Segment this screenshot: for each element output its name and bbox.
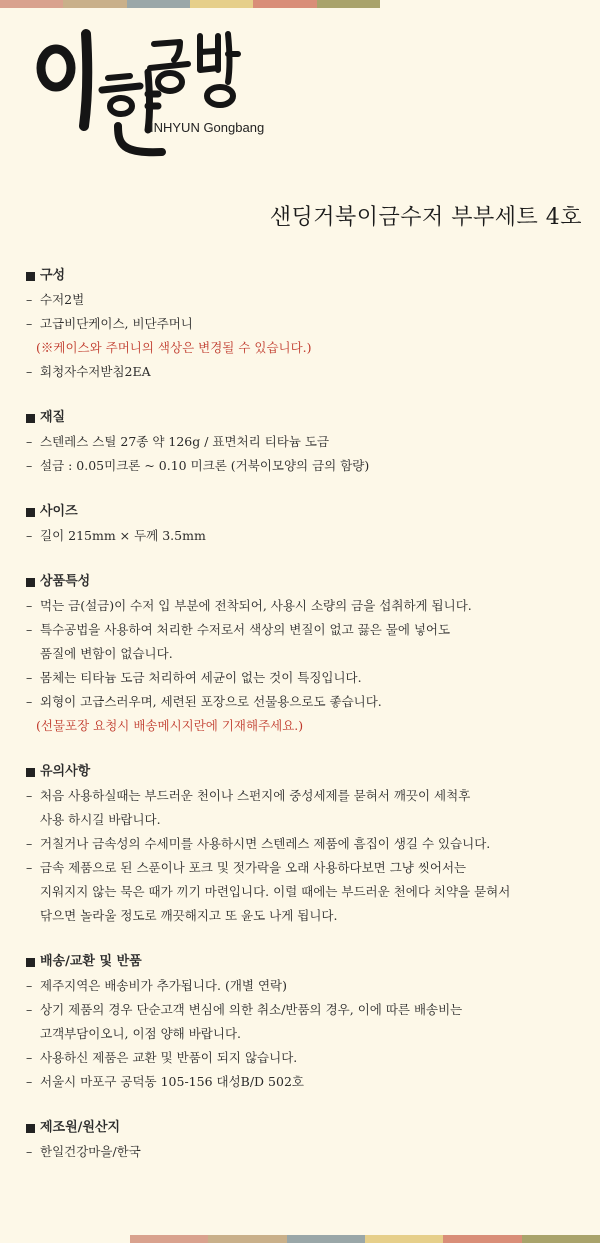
section-heading: [26, 1116, 586, 1140]
info-line: [26, 594, 586, 618]
stripe-segment: [127, 0, 190, 8]
info-line-text: 특수공법을 사용하여 처리한 수저로서 색상의 변질이 없고 끓은 물에 넣어도: [40, 622, 451, 637]
section-heading-text: 배송/교환 및 반품: [40, 954, 142, 969]
stripe-segment: [317, 0, 380, 8]
dash-bullet: –: [26, 316, 33, 331]
info-line-text: 길이 215mm × 두께 3.5mm: [40, 528, 206, 543]
square-bullet-icon: [26, 578, 35, 587]
dash-bullet: –: [26, 458, 33, 473]
info-line-text: 제주지역은 배송비가 추가됩니다. (개별 연락): [40, 978, 287, 993]
square-bullet-icon: [26, 508, 35, 517]
section-heading-text: 구성: [40, 268, 66, 283]
info-line-text: 서울시 마포구 공덕동 105-156 대성B/D 502호: [40, 1074, 304, 1089]
info-line-text: 고객부담이오니, 이점 양해 바랍니다.: [40, 1026, 241, 1041]
info-line: [26, 856, 586, 880]
note-line: [26, 336, 586, 360]
top-color-stripe: [0, 0, 380, 8]
info-section: [26, 950, 586, 1094]
dash-bullet: –: [26, 1050, 33, 1065]
info-line: [26, 666, 586, 690]
brand-subtitle: INHYUN Gongbang: [150, 120, 265, 135]
brand-logo: [22, 26, 292, 176]
bottom-color-stripe: [130, 1235, 600, 1243]
stripe-segment: [208, 1235, 286, 1243]
info-line: [26, 642, 586, 666]
info-line: [26, 524, 586, 548]
info-line-text: 닦으면 놀라울 정도로 깨끗해지고 또 윤도 나게 됩니다.: [40, 908, 338, 923]
section-heading: [26, 760, 586, 784]
info-line: [26, 690, 586, 714]
info-section: [26, 570, 586, 738]
info-line-text: 회청자수저받침2EA: [40, 364, 151, 379]
stripe-segment: [130, 1235, 208, 1243]
info-line: [26, 832, 586, 856]
section-heading: [26, 264, 586, 288]
section-heading-text: 상품특성: [40, 574, 91, 589]
info-line-text: 외형이 고급스러우며, 세련된 포장으로 선물용으로도 좋습니다.: [40, 694, 382, 709]
stripe-segment: [443, 1235, 521, 1243]
info-line-text: 먹는 금(설금)이 수저 입 부분에 전착되어, 사용시 소량의 금을 섭취하게 됩니다.: [40, 598, 472, 613]
info-line: [26, 1046, 586, 1070]
info-line-text: 한일건강마을/한국: [40, 1144, 141, 1159]
info-line-text: 거칠거나 금속성의 수세미를 사용하시면 스텐레스 제품에 흠집이 생길 수 있습니다.: [40, 836, 491, 851]
dash-bullet: –: [26, 598, 33, 613]
info-line-text: 사용 하시길 바랍니다.: [40, 812, 161, 827]
dash-bullet: –: [26, 694, 33, 709]
info-line-text: 사용하신 제품은 교환 및 반품이 되지 않습니다.: [40, 1050, 298, 1065]
dash-bullet: –: [26, 434, 33, 449]
section-heading-text: 제조원/원산지: [40, 1120, 121, 1135]
square-bullet-icon: [26, 1124, 35, 1133]
info-line: [26, 618, 586, 642]
info-line: [26, 784, 586, 808]
info-line: [26, 1022, 586, 1046]
info-line-text: 몸체는 티타늄 도금 처리하여 세균이 없는 것이 특징입니다.: [40, 670, 362, 685]
section-heading-text: 재질: [40, 410, 66, 425]
info-line-text: 고급비단케이스, 비단주머니: [40, 316, 193, 331]
info-line-text: 스텐레스 스틸 27종 약 126g / 표면처리 티타늄 도금: [40, 434, 330, 449]
square-bullet-icon: [26, 272, 35, 281]
product-info: [26, 264, 586, 1186]
info-line-text: 처음 사용하실때는 부드러운 천이나 스펀지에 중성세제를 묻혀서 깨끗이 세척후: [40, 788, 471, 803]
info-line-text: 수저2벌: [40, 292, 85, 307]
info-line: [26, 1140, 586, 1164]
section-heading: [26, 950, 586, 974]
stripe-segment: [365, 1235, 443, 1243]
info-line-text: (※케이스와 주머니의 색상은 변경될 수 있습니다.): [36, 340, 312, 355]
info-section: [26, 264, 586, 384]
info-line: [26, 288, 586, 312]
info-line-text: (선물포장 요청시 배송메시지란에 기재해주세요.): [36, 718, 304, 733]
info-section: [26, 760, 586, 928]
info-section: [26, 1116, 586, 1164]
stripe-segment: [287, 1235, 365, 1243]
info-line: [26, 1070, 586, 1094]
dash-bullet: –: [26, 1002, 33, 1017]
stripe-segment: [63, 0, 126, 8]
dash-bullet: –: [26, 528, 33, 543]
stripe-segment: [0, 0, 63, 8]
info-line: [26, 904, 586, 928]
info-line: [26, 880, 586, 904]
square-bullet-icon: [26, 958, 35, 967]
info-line: [26, 312, 586, 336]
product-title: 샌딩거북이금수저 부부세트 4호: [269, 205, 582, 230]
square-bullet-icon: [26, 414, 35, 423]
dash-bullet: –: [26, 860, 33, 875]
dash-bullet: –: [26, 622, 33, 637]
stripe-segment: [522, 1235, 600, 1243]
stripe-segment: [253, 0, 316, 8]
dash-bullet: –: [26, 836, 33, 851]
dash-bullet: –: [26, 364, 33, 379]
info-line: [26, 360, 586, 384]
dash-bullet: –: [26, 978, 33, 993]
section-heading-text: 유의사항: [40, 764, 91, 779]
dash-bullet: –: [26, 788, 33, 803]
info-line: [26, 808, 586, 832]
section-heading: [26, 500, 586, 524]
info-line-text: 상기 제품의 경우 단순고객 변심에 의한 취소/반품의 경우, 이에 따른 배송비는: [40, 1002, 463, 1017]
info-line: [26, 454, 586, 478]
note-line: [26, 714, 586, 738]
dash-bullet: –: [26, 670, 33, 685]
info-line-text: 품질에 변함이 없습니다.: [40, 646, 173, 661]
section-heading-text: 사이즈: [40, 504, 78, 519]
dash-bullet: –: [26, 1074, 33, 1089]
section-heading: [26, 406, 586, 430]
stripe-segment: [190, 0, 253, 8]
info-line: [26, 974, 586, 998]
info-line: [26, 998, 586, 1022]
dash-bullet: –: [26, 292, 33, 307]
info-line-text: 설금 : 0.05미크론 ~ 0.10 미크론 (거북이모양의 금의 함량): [40, 458, 370, 473]
info-line: [26, 430, 586, 454]
section-heading: [26, 570, 586, 594]
square-bullet-icon: [26, 768, 35, 777]
info-line-text: 지워지지 않는 묵은 때가 끼기 마련입니다. 이럴 때에는 부드러운 천에다 치약을 묻혀서: [40, 884, 511, 899]
dash-bullet: –: [26, 1144, 33, 1159]
info-section: [26, 500, 586, 548]
info-section: [26, 406, 586, 478]
info-line-text: 금속 제품으로 된 스푼이나 포크 및 젓가락을 오래 사용하다보면 그냥 씻어서는: [40, 860, 467, 875]
